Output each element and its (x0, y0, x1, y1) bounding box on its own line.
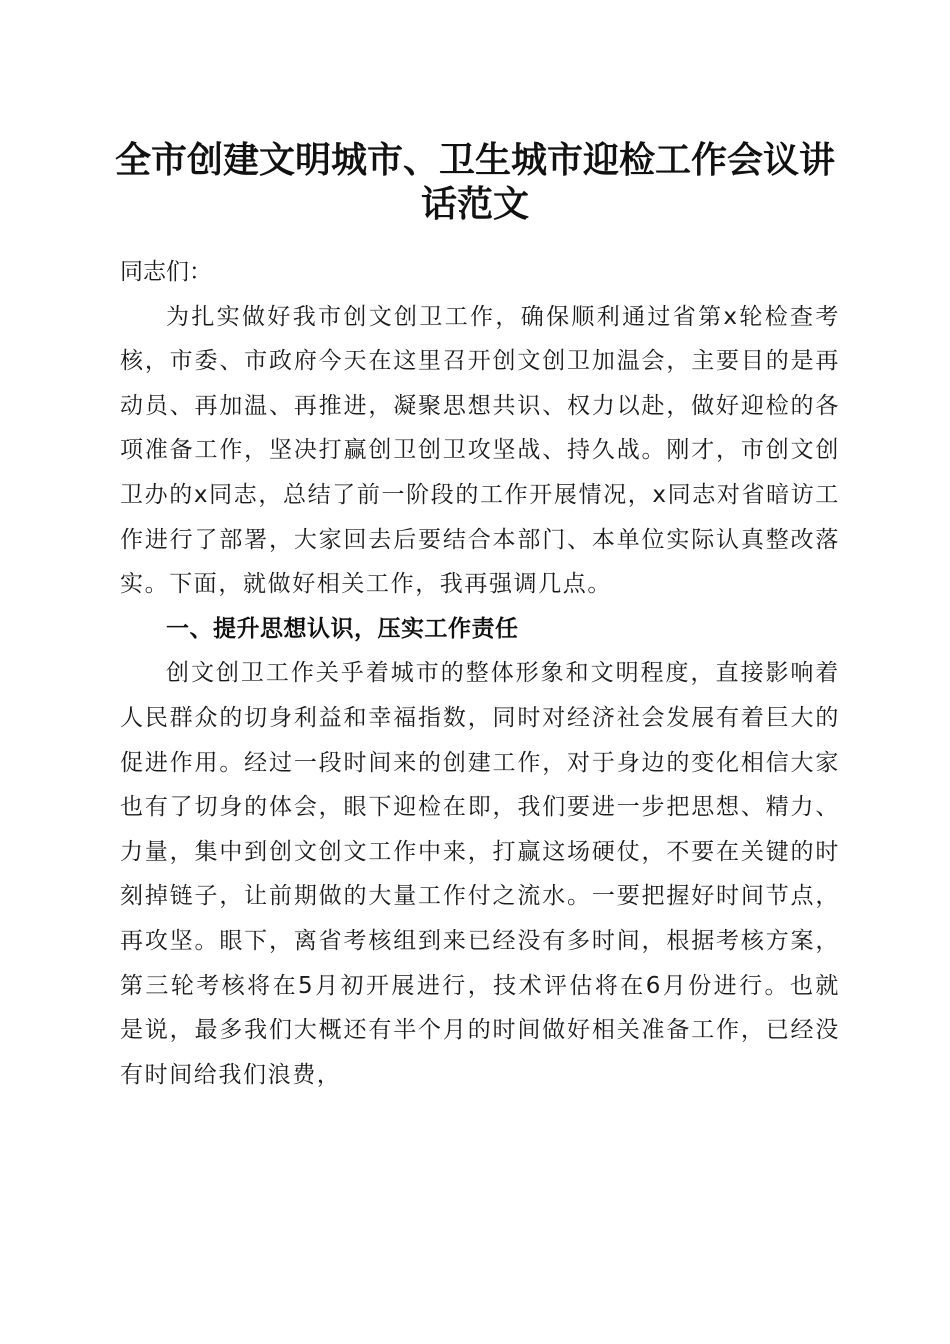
document-body (120, 250, 840, 1097)
salutation: 同志们： (120, 259, 212, 285)
document-title-line-1: 全市创建文明城市、卫生城市迎检工作会议讲 (114, 139, 835, 181)
paragraph-opening: 为扎实做好我市创文创卫工作，确保顺利通过省第x轮检查考核，市委、市政府今天在这里召开创文创卫加温会，主要目的是再动员、再加温、再推进，凝聚思想共识、权力以赴，做好迎检的各项准备工作，坚决打赢创卫创卫攻坚战、持久战。刚才，市创文创卫办的x同志，总结了前一阶段的工作开展情况，x同志对省暗访工作进行了部署，大家回去后要结合本部门、本单位实际认真整改落实。下面，就做好相关工作，我再强调几点。 (120, 303, 840, 598)
document-title-line-2: 话范文 (420, 183, 529, 225)
section-heading-1: 一、提升思想认识，压实工作责任 (166, 615, 519, 642)
paragraph-section-1: 创文创卫工作关乎着城市的整体形象和文明程度，直接影响着人民群众的切身利益和幸福指数，同时对经济社会发展有着巨大的促进作用。经过一段时间来的创建工作，对于身边的变化相信大家也有了切身的体会，眼下迎检在即，我们要进一步把思想、精力、力量，集中到创文创文工作中来，打赢这场硬仗，不要在关键的时刻掉链子，让前期做的大量工作付之流水。一要把握好时间节点，再攻坚。眼下，离省考核组到来已经没有多时间，根据考核方案，第三轮考核将在5月初开展进行，技术评估将在6月份进行。也就是说，最多我们大概还有半个月的时间做好相关准备工作，已经没有时间给我们浪费， (120, 660, 840, 1088)
